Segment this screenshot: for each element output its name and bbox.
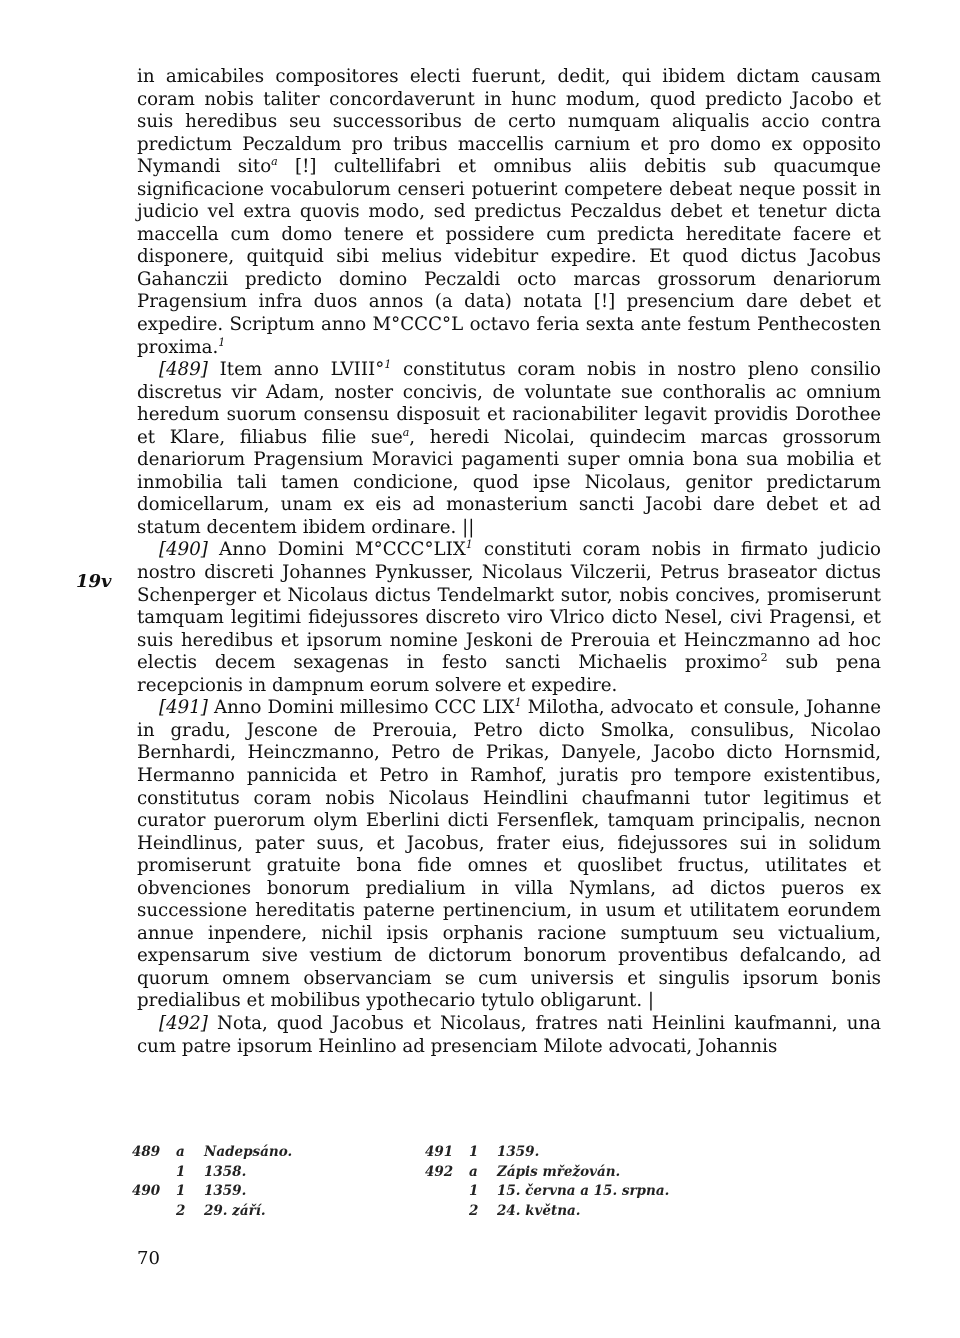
entry-text: Item anno LVIII° [207,359,385,381]
intro-text-cont: [!] cultellifabri et omnibus aliis debitis sub quacumque significacione vocabulorum censeri potuerint competere debeat neque possit in judicio vel extra quovis modo, sed predictus Peczaldus debet et tenetur dicta maccella cum domo tenere et possidere cum predicta hereditate facere et disponere, quitquid sibi melius videbitur expedire. Et quod dictus Jacobus Gahanczii predicto domino Peczaldi octo marcas grossorum denariorum Pragensium infra duos annos (a data) notata [!] presencium dare debet et expedire. Scriptum anno M°CCC°L octavo feria sexta ante festum Penthecosten proxima. [137,156,881,358]
footnote-text: 1358. [204,1163,247,1180]
entry-text: constituti coram nobis in firmato judicio nostro discreti Johannes Pynkusser, Nicolaus Vilczerii, Petrus braseator dictus Schenperger et Nicolaus dictus Tendelmarkt sutor, nobis concives, promiserunt tamquam legitimi fidejussores discreto viro Vlrico dicto Nesel, civi Pragensi, et suis heredibus et ipsorum nomine Jeskoni de Prerouia et Heinczmanno ad hoc electis decem sexagenas in festo sancti Michaelis proximo [137,539,881,674]
entry-number: [491] [159,697,208,719]
entry-489 [137,359,881,539]
footnote-ref: 490 [132,1183,161,1199]
entry-number: [489] [159,359,208,381]
footnote-text: 1359. [497,1144,540,1160]
footnote-key: 2 [176,1202,186,1219]
footnote-ref: 491 [425,1144,454,1160]
main-text [137,66,881,1058]
footnote-ref: 489 [132,1144,161,1160]
footnote-marker: 2 [760,651,768,665]
folio-margin-label: 19v [76,571,112,592]
entry-number: [492] [159,1012,208,1034]
footnote [425,1163,669,1183]
footnote-text: Zápis mřežován. [497,1163,621,1180]
footnotes-right [425,1143,669,1221]
footnote [132,1143,292,1163]
intro-text: in amicabiles compositores electi fuerunt, dedit, qui ibidem dictam causam coram nobis taliter concordaverunt in hunc modum, quod predicto Jacobo et suis heredibus seu successoribus de certo numquam aliqualis accio contra predictum Peczaldum pro tribus maccellis carnium et pro domo ex opposito Nymandi sito [137,66,881,178]
entry-text: Anno Domini millesimo CCC LIX [207,697,515,719]
footnote-marker: a [271,155,278,169]
footnote [425,1202,669,1222]
entry-text: Milotha, advocato et consule, Johanne in gradu, Jescone de Prerouia, Petro dicto Smolka, consulibus, Nicolao Bernhardi, Heinczmanno, Petro de Prikas, Danyele, Jacobo dicto Hornsmid, Hermanno pannicida et Petro in Ramhof, juratis pro tempore existentibus, constitutus coram nobis Nicolaus Heindlini chaufmanni tutor legitimus et curator puerorum olym Eberlini dicti Fersenflek, tamquam principalis, necnon Heindlinus, pater suus, et Jacobus, frater eius, fidejussores sui in solidum promiserunt gratuite bona fide omnes et quoslibet fructus, utilitates et obvenciones bonorum predialium in villa Nymlans, ad dictos pueros ex successione hereditatis paterne pertinencium, in usum et utilitatem eorundem annue inpendere, nichil ipsis orphanis racione sumptuum seu victualium, expensarum sive vestium de dictorum bonorum proventibus defalcando, ad quorum omnem observanciam se cum universis et singulis ipsorum bonis predialibus et mobilibus ypothecario tytulo obligarunt. | [137,697,882,1012]
entry-492 [137,1013,881,1058]
entry-number: [490] [159,539,208,561]
footnote-key: 1 [469,1183,479,1199]
footnote-key: 1 [469,1144,479,1160]
entry-text: Anno Domini M°CCC°LIX [207,539,466,561]
footnotes-left [132,1143,292,1221]
footnote-key: 1 [176,1163,186,1180]
footnote-marker: a [402,425,410,439]
footnote-key: a [469,1163,478,1180]
footnote-key: a [176,1144,185,1160]
footnote [425,1143,669,1163]
intro-paragraph [137,66,881,359]
footnote-text: 1359. [204,1183,247,1199]
entry-text: constitutus coram nobis in nostro pleno consilio discretus vir Adam, noster concivis, de voluntate sue conthoralis ac omnium heredum suorum consensu disposuit et racionabiliter legavit providis Dorothee et Klare, filiabus filie sue [137,359,881,448]
footnote-ref: 492 [425,1163,454,1180]
footnote [132,1202,292,1222]
footnote-marker: 1 [465,538,473,552]
entry-text: sub pena recepcionis in dampnum eorum solvere et expedire. [137,652,882,696]
footnote-key: 1 [176,1183,186,1199]
page-number: 70 [137,1248,160,1269]
footnote [132,1163,292,1183]
entry-text: Nota, quod Jacobus et Nicolaus, fratres nati Heinlini kaufmanni, una cum patre ipsorum Heinlino ad presenciam Milote advocati, Johannis [137,1012,881,1057]
footnote [132,1182,292,1202]
footnote [425,1182,669,1202]
entry-491 [137,697,881,1013]
footnote-text: 15. června a 15. srpna. [497,1183,670,1199]
footnote-key: 2 [469,1202,479,1219]
footnote-marker: 1 [514,696,522,710]
entry-490 [137,539,881,697]
footnote-marker: 1 [218,335,226,349]
footnote-marker: 1 [384,358,392,372]
footnote-text: Nadepsáno. [204,1144,293,1160]
footnote-text: 29. září. [204,1202,266,1219]
entry-text: , heredi Nicolai, quindecim marcas grossorum denariorum Pragensium Moravici pagamenti super omnia bona sua mobilia et inmobilia tali tamen condicione, quod ipse Nicolaus, genitor predictarum domicellarum, unam ex eis ad monasterium sancti Jacobi dare debet et ad statum decentem ibidem ordinare. || [137,426,882,538]
footnote-text: 24. května. [497,1202,581,1219]
